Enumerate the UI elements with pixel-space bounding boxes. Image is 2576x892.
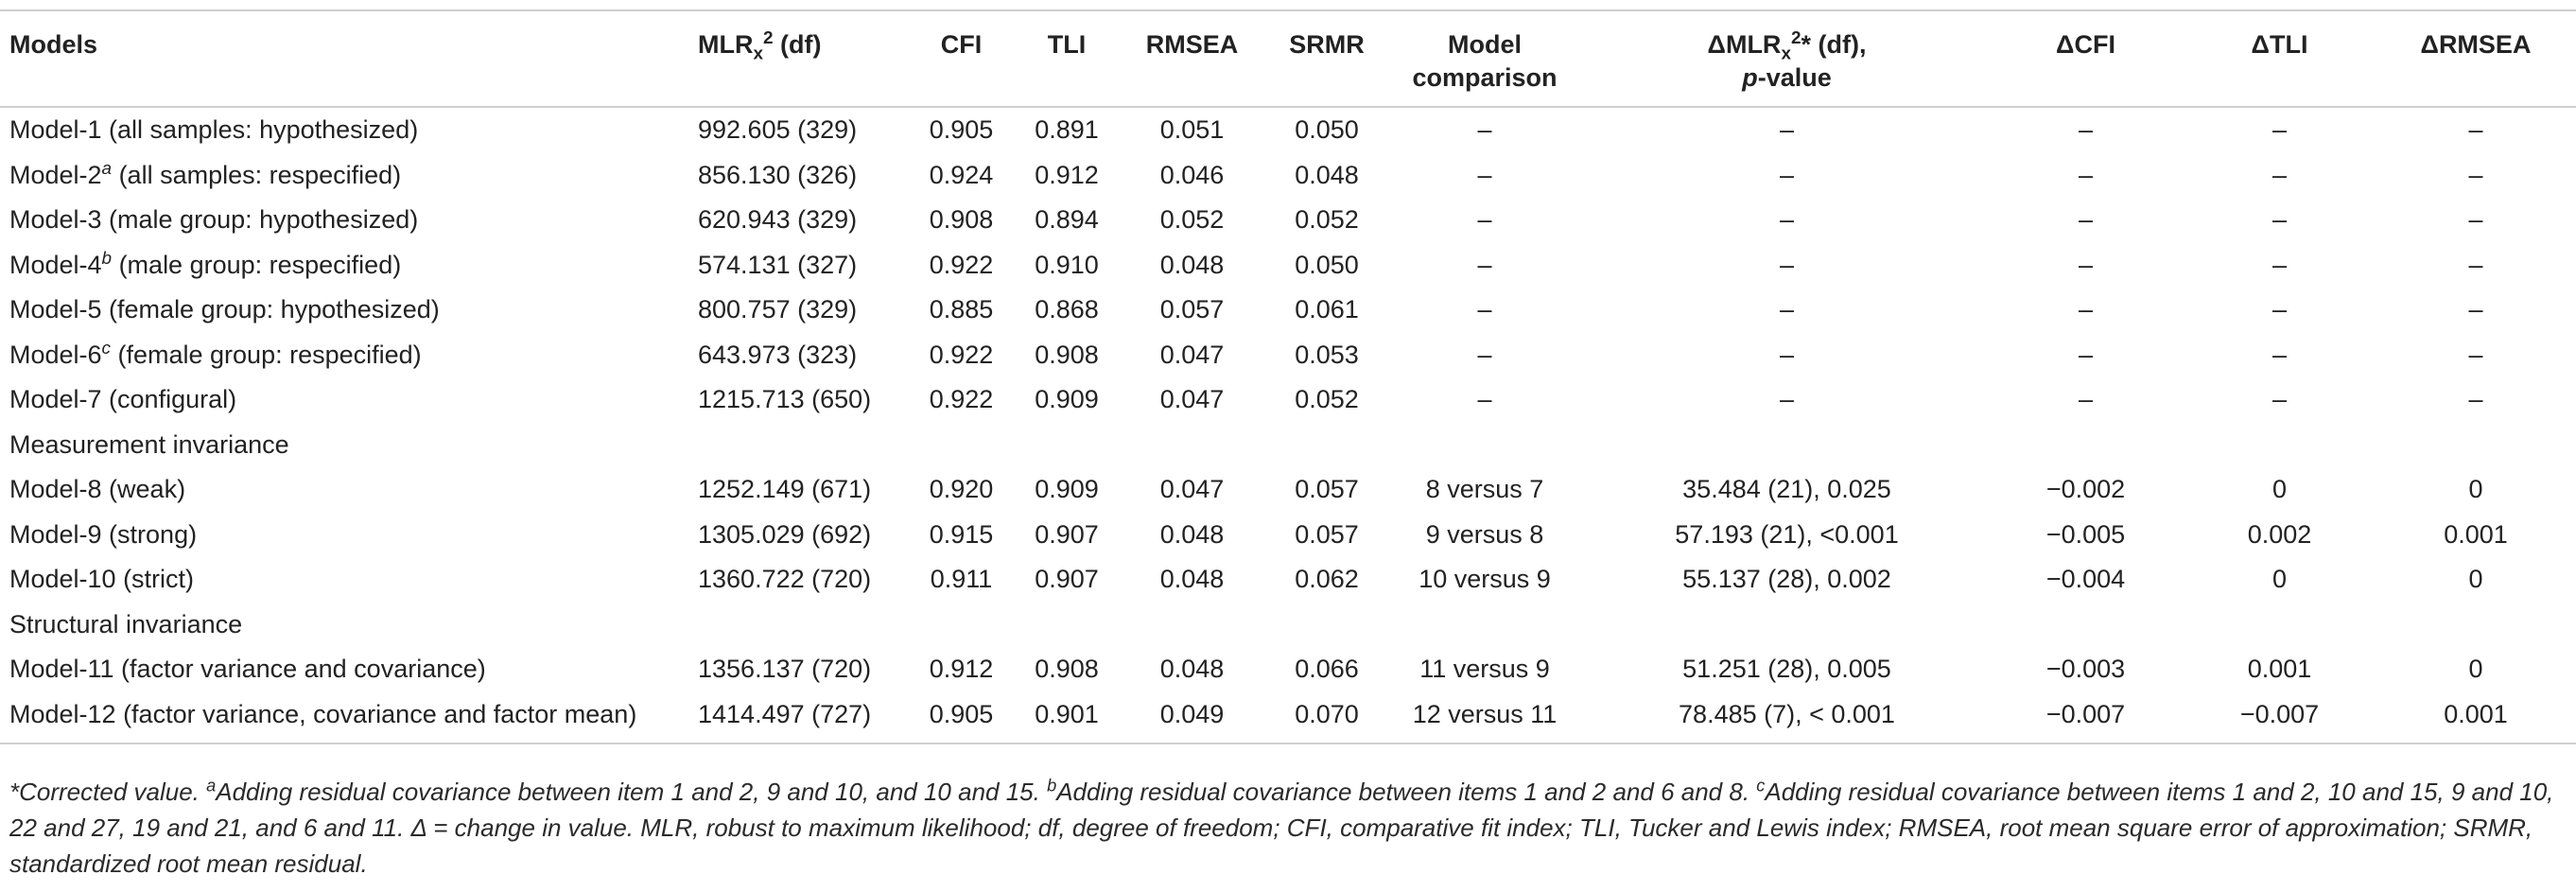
- cell-delta-cfi: –: [2078, 295, 2094, 324]
- footnote-b: Adding residual covariance between items 1 and 2 and 6 and 8.: [1056, 778, 1757, 806]
- cell-delta-cfi: −0.002: [2045, 475, 2126, 504]
- model-description: (all samples: respecified): [112, 160, 402, 189]
- cell-rmsea: 0.047: [1159, 385, 1225, 414]
- cell-delta-tli: –: [2271, 250, 2288, 279]
- section-label: Structural invariance: [9, 609, 243, 638]
- cell-delta-mlr: –: [1779, 160, 1795, 189]
- cell-tli: 0.894: [1035, 205, 1099, 235]
- cell-delta-tli: –: [2271, 205, 2288, 235]
- cell-model: Model-1 (all samples: hypothesized): [9, 115, 419, 145]
- cell-delta-mlr: 51.251 (28), 0.005: [1682, 655, 1891, 684]
- header-models: Models: [0, 10, 698, 107]
- footnote-corrected: *Corrected value.: [9, 778, 207, 806]
- cell-srmr: 0.048: [1295, 160, 1359, 189]
- cell-delta-cfi: −0.007: [1988, 692, 2184, 744]
- cell-model: Model-11 (factor variance and covariance): [9, 655, 486, 684]
- cell-cfi: 0.920: [929, 475, 994, 504]
- cell-model: Model-10 (strict): [9, 565, 195, 594]
- model-description: (male group: respecified): [112, 250, 402, 279]
- cell-tli: 0.907: [1035, 565, 1099, 594]
- cell-delta-rmsea: –: [2468, 115, 2483, 145]
- cell-delta-mlr: –: [1779, 295, 1795, 324]
- cell-mlr: 800.757 (329): [698, 295, 858, 324]
- cell-tli: 0.868: [1035, 295, 1099, 324]
- table-row: [0, 288, 2576, 333]
- cell-mlr: 574.131 (327): [698, 250, 858, 279]
- cell-mlr: 1360.722 (720): [698, 565, 872, 594]
- header-model-comparison: Model comparison: [1384, 10, 1586, 107]
- cell-comparison: –: [1477, 385, 1492, 414]
- table-row: [0, 107, 2576, 153]
- cell-cfi: 0.922: [929, 385, 994, 414]
- cell-delta-mlr: –: [1779, 205, 1795, 235]
- cell-tli: 0.912: [1035, 160, 1099, 189]
- cell-rmsea: 0.047: [1159, 340, 1225, 369]
- cell-tli: 0.901: [1019, 692, 1114, 744]
- cell-delta-mlr: –: [1779, 250, 1795, 279]
- table-row: [0, 198, 2576, 243]
- table-row: [0, 692, 2576, 744]
- cell-rmsea: 0.052: [1159, 205, 1225, 235]
- cell-delta-tli: 0: [2271, 475, 2288, 504]
- cell-srmr: 0.066: [1295, 655, 1359, 684]
- cell-comparison: 12 versus 11: [1384, 692, 1586, 744]
- cell-tli: 0.908: [1035, 340, 1099, 369]
- header-mlr: $MLR_x^2$ (df): [698, 10, 903, 107]
- section-row: [0, 423, 2576, 468]
- cell-delta-tli: –: [2271, 340, 2288, 369]
- model-description: (female group: respecified): [111, 340, 422, 369]
- table-header-row: [0, 10, 2576, 107]
- section-label: Measurement invariance: [9, 429, 289, 459]
- cell-delta-cfi: –: [2078, 160, 2094, 189]
- cell-tli: 0.891: [1035, 115, 1099, 145]
- cell-cfi: 0.908: [929, 205, 994, 235]
- cell-mlr: 643.973 (323): [698, 340, 858, 369]
- header-cfi: CFI: [903, 10, 1019, 107]
- cell-model: [0, 243, 698, 289]
- cell-comparison: –: [1477, 340, 1492, 369]
- section-row: [0, 603, 2576, 648]
- header-delta-cfi: ΔCFI: [1988, 10, 2184, 107]
- cell-delta-cfi: −0.005: [2045, 519, 2126, 549]
- cell-delta-rmsea: –: [2468, 160, 2483, 189]
- header-delta-rmsea: ΔRMSEA: [2376, 10, 2576, 107]
- cell-delta-rmsea: 0.001: [2376, 692, 2576, 744]
- footnote-marker: b: [101, 248, 113, 269]
- cell-model: Model-3 (male group: hypothesized): [9, 205, 419, 235]
- cell-delta-cfi: –: [2078, 340, 2094, 369]
- cell-srmr: 0.053: [1295, 340, 1359, 369]
- cell-model: Model-12 (factor variance, covariance and factor mean): [0, 692, 698, 744]
- cell-delta-mlr: –: [1779, 340, 1795, 369]
- cell-delta-cfi: –: [2078, 115, 2094, 145]
- cell-delta-tli: –: [2271, 385, 2288, 414]
- cell-delta-cfi: −0.003: [2045, 655, 2126, 684]
- cell-mlr: 1252.149 (671): [698, 475, 872, 504]
- cell-comparison: –: [1477, 250, 1492, 279]
- table-row: [0, 333, 2576, 378]
- cell-model: Model-5 (female group: hypothesized): [9, 295, 440, 324]
- cell-srmr: 0.057: [1295, 519, 1359, 549]
- cell-rmsea: 0.048: [1159, 565, 1225, 594]
- cell-delta-cfi: –: [2078, 385, 2094, 414]
- cell-comparison: –: [1477, 160, 1492, 189]
- table-row: [0, 557, 2576, 603]
- cell-rmsea: 0.048: [1159, 250, 1225, 279]
- footnote-mark-a: a: [206, 776, 217, 796]
- cell-cfi: 0.885: [929, 295, 994, 324]
- cell-delta-cfi: −0.004: [2045, 565, 2126, 594]
- cell-model: Model-9 (strong): [9, 519, 198, 549]
- cell-delta-rmsea: 0: [2468, 475, 2483, 504]
- cell-delta-tli: −0.007: [2184, 692, 2376, 744]
- table-row: [0, 377, 2576, 423]
- model-name: Model-4: [9, 250, 102, 279]
- cell-mlr: 992.605 (329): [698, 115, 858, 145]
- cell-mlr: 620.943 (329): [698, 205, 858, 235]
- cell-delta-cfi: –: [2078, 205, 2094, 235]
- cell-delta-rmsea: –: [2468, 205, 2483, 235]
- cell-srmr: 0.050: [1295, 250, 1359, 279]
- table-footnote: [9, 774, 2563, 882]
- cell-delta-mlr: –: [1779, 385, 1795, 414]
- header-tli: TLI: [1019, 10, 1114, 107]
- cell-comparison: –: [1477, 205, 1492, 235]
- cell-delta-rmsea: 0.001: [2444, 519, 2508, 549]
- cell-srmr: 0.050: [1295, 115, 1359, 145]
- cell-model: [0, 153, 698, 199]
- cell-delta-rmsea: –: [2468, 340, 2483, 369]
- cell-delta-tli: –: [2271, 295, 2288, 324]
- cell-delta-rmsea: 0: [2468, 655, 2483, 684]
- cell-delta-rmsea: –: [2468, 295, 2483, 324]
- cell-comparison: –: [1477, 295, 1492, 324]
- footnote-marker: a: [101, 158, 113, 179]
- cell-delta-mlr: 57.193 (21), <0.001: [1675, 519, 1899, 549]
- cell-mlr: 1215.713 (650): [698, 385, 872, 414]
- cell-srmr: 0.070: [1270, 692, 1384, 744]
- cell-srmr: 0.057: [1295, 475, 1359, 504]
- footnote-a: Adding residual covariance between item 1 and 2, 9 and 10, and 10 and 15.: [216, 778, 1048, 806]
- cell-rmsea: 0.047: [1159, 475, 1225, 504]
- cell-rmsea: 0.051: [1159, 115, 1225, 145]
- cell-delta-rmsea: –: [2468, 250, 2483, 279]
- cell-srmr: 0.061: [1295, 295, 1359, 324]
- cell-comparison: 10 versus 9: [1419, 565, 1551, 594]
- cell-cfi: 0.905: [903, 692, 1019, 744]
- cell-rmsea: 0.057: [1159, 295, 1225, 324]
- cell-srmr: 0.052: [1295, 385, 1359, 414]
- header-delta-mlr: $\Delta MLR_x^2*$ (df), p-value: [1586, 10, 1988, 107]
- cell-cfi: 0.922: [929, 340, 994, 369]
- footnote-marker: c: [101, 338, 111, 359]
- cell-delta-tli: 0.001: [2247, 655, 2312, 684]
- cell-tli: 0.910: [1035, 250, 1099, 279]
- cell-delta-mlr: 35.484 (21), 0.025: [1682, 475, 1891, 504]
- cell-cfi: 0.911: [930, 565, 993, 594]
- cell-comparison: 9 versus 8: [1425, 519, 1544, 549]
- cell-delta-mlr: –: [1779, 115, 1795, 145]
- cell-rmsea: 0.046: [1159, 160, 1225, 189]
- table-row: [0, 467, 2576, 513]
- model-name: Model-6: [9, 340, 102, 369]
- cell-delta-mlr: 55.137 (28), 0.002: [1682, 565, 1891, 594]
- header-srmr: SRMR: [1270, 10, 1384, 107]
- cell-model: Model-7 (configural): [9, 385, 237, 414]
- cell-mlr: 1356.137 (720): [698, 655, 872, 684]
- header-delta-tli: ΔTLI: [2184, 10, 2376, 107]
- cell-delta-tli: –: [2271, 160, 2288, 189]
- cell-delta-rmsea: –: [2468, 385, 2483, 414]
- cell-cfi: 0.912: [929, 655, 994, 684]
- cell-cfi: 0.924: [929, 160, 994, 189]
- cell-comparison: 8 versus 7: [1425, 475, 1544, 504]
- model-name: Model-2: [9, 160, 102, 189]
- cell-cfi: 0.922: [929, 250, 994, 279]
- table-row: [0, 243, 2576, 289]
- cell-comparison: –: [1477, 115, 1492, 145]
- cell-comparison: 11 versus 9: [1419, 655, 1550, 684]
- model-fit-table: [0, 9, 2576, 744]
- footnote-mark-c: c: [1756, 776, 1766, 796]
- cell-tli: 0.908: [1035, 655, 1099, 684]
- cell-mlr: 856.130 (326): [698, 160, 858, 189]
- footnote-c: Adding residual covariance between items 1 and 2, 10 and 15, 9 and 10, 22 and 27, 19 and 21, and 6 and 11. Δ = change in value. MLR, robust to maximum likelihood; df, degree of freedom; CFI, comparative fit index; TLI, Tucker and Lewis index; RMSEA, root mean square error of approximation; SRMR, standardized root mean residual.: [9, 778, 2554, 878]
- cell-srmr: 0.062: [1295, 565, 1359, 594]
- cell-mlr: 1414.497 (727): [698, 692, 903, 744]
- cell-delta-rmsea: 0: [2468, 565, 2483, 594]
- cell-delta-tli: 0: [2271, 565, 2288, 594]
- cell-tli: 0.907: [1035, 519, 1099, 549]
- cell-delta-mlr: 78.485 (7), < 0.001: [1586, 692, 1988, 744]
- cell-delta-cfi: –: [2078, 250, 2094, 279]
- cell-model: [0, 333, 698, 378]
- cell-model: Model-8 (weak): [9, 475, 186, 504]
- cell-mlr: 1305.029 (692): [698, 519, 872, 549]
- table-row: [0, 153, 2576, 199]
- table-body: [0, 107, 2576, 743]
- cell-tli: 0.909: [1035, 475, 1099, 504]
- cell-rmsea: 0.048: [1159, 519, 1225, 549]
- cell-tli: 0.909: [1035, 385, 1099, 414]
- footnote-mark-b: b: [1047, 776, 1057, 796]
- cell-delta-tli: –: [2271, 115, 2288, 145]
- table-row: [0, 513, 2576, 558]
- cell-rmsea: 0.048: [1159, 655, 1225, 684]
- cell-cfi: 0.905: [929, 115, 994, 145]
- cell-delta-tli: 0.002: [2247, 519, 2312, 549]
- table-row: [0, 647, 2576, 692]
- cell-cfi: 0.915: [929, 519, 994, 549]
- cell-rmsea: 0.049: [1114, 692, 1270, 744]
- cell-srmr: 0.052: [1295, 205, 1359, 235]
- header-rmsea: RMSEA: [1114, 10, 1270, 107]
